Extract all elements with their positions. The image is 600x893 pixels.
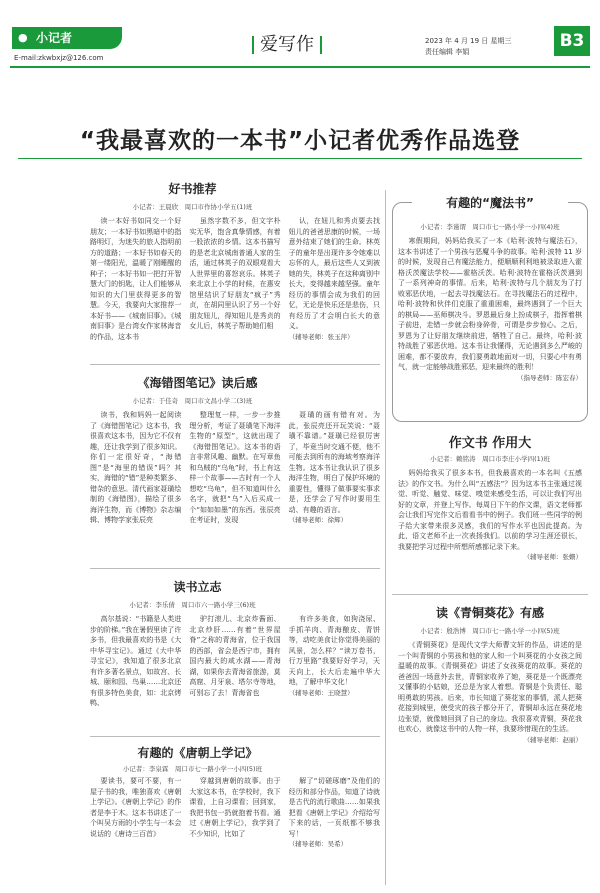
article-4-teacher: （辅导老师：吴希） — [288, 840, 348, 848]
section-title-text: 爱写作 — [260, 34, 314, 55]
issue-date: 2023 年 4 月 19 日 星期三 — [425, 37, 512, 45]
article-4-col-3 — [289, 776, 380, 886]
article-title-6: 作文书 作用大 — [448, 436, 532, 451]
article-title-7: 读《青铜葵花》有感 — [435, 606, 544, 620]
article-title-2: 《海错图笔记》读后感 — [137, 376, 258, 390]
article-title-3: 读书立志 — [173, 580, 222, 594]
article-2-col-1: 读书，我和妈妈一起阅读了《海错图笔记》这本书，我很喜欢这本书，因为它不仅有趣，还让我学到了很多知识。你们一定很好奇，“海错图”是“海里的错误”吗？其实，海错的“错”是种类繁多、错杂的意思。清代画家聂璜绘制的《海错图》，描绘了很多海洋生物，而《博物》杂志编辑、博物学家张辰亮 — [90, 411, 182, 524]
article-5-teacher: （指导老师：陈宏春） — [517, 373, 582, 382]
article-1-col-2: 虽然字数不多，但文字朴实无华，饱含真挚情感，有着一股浓浓的乡情。这本书描写的是老北京城南普通人家的生活，通过林英子的双眼观看大人世界里的喜怒哀乐。林英子来北京上小学的时候，在惠安馆里结识了好朋友“疯子”秀贞，在胡同里认识了另一个好朋友妞儿，得知妞儿是秀贞的女儿后，林英子帮助她们相 — [189, 217, 281, 330]
date-info — [425, 36, 512, 58]
article-byline-3: 小记者：李乐倩 周口市六一路小学三(6)班 — [129, 601, 256, 609]
article-body-3 — [90, 614, 380, 732]
email-address: E-mail:zkwbxjz@126.com — [14, 54, 104, 62]
article-1-teacher: （辅导老师：张玉萍） — [288, 332, 354, 341]
article-2-col-2: 整理复一样，一步一步推理分析，考证了聂璜笔下海洋生物的“原型”，这就出现了《海错图笔记》。这本书的语言非常风趣、幽默。在写章鱼和乌贼的“乌龟”时，书上有这样一个故事——古时有一个人想吃“乌龟”，但不知道叫什么名字，就把“乌”入后买成一个“如如如墨”的东西。张辰亮在考证时，发现 — [189, 411, 281, 524]
divider-right — [392, 594, 588, 595]
article-4-col-2: 穿越到唐朝的故事。由于大家这本书，在学校时，我下课看，上自习课看；回到家，我把书包一扔就抱着书看。通过《唐朝上学记》，我学到了不少知识，比如了 — [189, 777, 281, 838]
page-number-badge: B3 — [554, 26, 590, 56]
divider-1 — [90, 364, 380, 365]
article-6-text: 妈妈给我买了很多本书，但我最喜欢的一本名叫《五感法》的作文书。为什么叫“五感法”？因为这本书主张通过视觉、听觉、触觉、味觉、嗅觉来感受生活，可以让我们写出好的文章，并登上写作。每周日下午的作文课，语文老师都会让我们写完作文后看看书中的例子。我们班一些同学的例子给大家带来很多灵感，我们的写作水平也因此提高。为此，语文老师不止一次表扬我们。以前的学习生涯还很长，我要把学习过程中所想所感都记录下来。 — [398, 469, 582, 551]
article-byline-1: 小记者：王晨欣 周口市作协小学五(1)班 — [132, 203, 253, 211]
article-3-col-3-text: 有许多美食，如狗浇尿、手抓羊肉、青海酿皮、青饼等，动吃美食让你觉得美丽的风景，怎么样？“读万卷书，行万里路”我要好好学习，天天向上，长大后走遍中华大地，了解中华文化！ — [288, 615, 380, 686]
headline-rule — [18, 158, 582, 159]
article-body-4 — [90, 776, 380, 888]
article-2-teacher: （辅导老师：徐辉） — [288, 516, 348, 524]
article-title-4: 有趣的《唐朝上学记》 — [137, 746, 258, 760]
article-body-5 — [398, 236, 582, 420]
article-byline-7: 小记者：殷浩博 周口市七一路小学一小四(5)班 — [420, 627, 560, 635]
page-headline: “我最喜欢的一本书”小记者优秀作品选登 — [79, 128, 521, 154]
masthead-rule — [10, 66, 590, 68]
section-title — [246, 30, 328, 56]
article-2-col-3-text: 聂璜的画有错有对。为此，张辰亮还开玩笑说：“聂璜不靠谱。”聂璜已经很厉害了，毕竟当时交通不便，他不可能去到所有的海域考察海洋生物。这本书让我认识了很多海洋生物，明白了保护环境的重要性，懂得了做事要实事求是，还学会了写作时要用生动、有趣的语言。 — [288, 411, 380, 514]
article-byline-6: 小记者：赖铭涛 周口市李庄小学四(1)班 — [430, 455, 550, 463]
article-4-col-3-text: 解了“切磋琢磨”及他们的经历和部分作品，知道了诗就是古代的流行歌曲……如果我把看《唐朝上学记》介绍给写下来的话，一页纸都不够我写！ — [288, 777, 380, 838]
article-3-teacher: （辅导老师：王晓慧） — [288, 688, 354, 697]
section-bar-left — [252, 36, 254, 54]
column-divider — [385, 190, 386, 885]
article-6-teacher: （辅导老师：张姗） — [523, 553, 582, 561]
article-7-text: 《青铜葵花》是现代文学大师曹文轩的作品，讲述的是一个叫青铜的小男孩和他的家人和一个叫葵花的小女孩之间温暖的故事。《青铜葵花》讲述了女孩葵花的故事。葵花的爸爸因一场意外去世，青铜家收养了她，葵花是一个既漂亮又懂事的小姑娘，还总是为家人着想。青铜是个负责任、聪明勇敢的男孩。后来，市长知道了葵花家的事情，派人把葵花接到城里，使受灾的孩子都分开了，青铜却永远在葵花地边张望，就像她回到了自己的身边。我很喜欢青铜，葵花我也欢心，就像这书中的人物一样，我要珍惜现在的生活。 — [398, 641, 582, 733]
article-7-teacher: （辅导老师：赵丽） — [523, 735, 582, 744]
section-bar-right — [320, 36, 322, 54]
article-3-col-3 — [289, 614, 380, 730]
divider-3 — [90, 736, 380, 737]
article-title-5: 有趣的“魔法书” — [412, 194, 568, 211]
article-1-col-1: 读一本好书如同交一个好朋友；一本好书如黑暗中的指路明灯，为迷失的旅人指明前方的道路；一本好书如春天的第一缕阳光，温暖了刚睡醒的种子；一本好书如一把打开智慧大门的钥匙，让人们能够从知识的大门里获得更多的智慧。今天，我要向大家推荐一本好书——《城南旧事》。《城南旧事》是台湾女作家林海音的作品，这本书 — [90, 217, 182, 341]
article-title-1: 好书推荐 — [168, 182, 217, 196]
article-1-col-3-text: 认，在妞儿和秀贞要去找妞儿的爸爸思康的时候，一场意外结束了她们的生命。林英子的童年是出现许多令她难以忘怀的人，最后这些人又到被她的失，林英子在这种离别中长大，变得越来越坚强。童年经历的事情会成为我们的回忆，无论是快乐还是悲伤，只有经历了才会明白长大的意义。 — [288, 217, 380, 330]
brand-text: 小记者 — [36, 31, 73, 45]
article-3-col-2: 驴打滚儿、北京炸酱面、北京炒肝……有着“世界屋脊”之称的青海省，位于我国的西部，省会是西宁市，拥有国内最大的咸水湖——青海湖，如果你去青海省旅游，莫高窟、月牙泉、塔尔寺等地，可别忘了去！青海省也 — [189, 615, 281, 697]
article-byline-5: 小记者：李谨谓 周口市七一路小学一小四(4)班 — [420, 223, 560, 231]
divider-2 — [90, 568, 380, 569]
brand-logo — [12, 27, 122, 49]
article-body-6 — [398, 468, 582, 586]
article-3-col-1: 高尔基说：“书籍是人类进步的阶梯。”我在暑假里读了许多书，但我最喜欢的书是《大中华寻宝记》。通过《大中华寻宝记》，我知道了很多北京有许多著名景点，如故宫、长城、颐和园、鸟巢……北京还有很多特色美食，如：北京烤鸭、 — [90, 615, 182, 707]
responsible-editor: 责任编辑 李娟 — [425, 48, 470, 56]
article-byline-2: 小记者：于佳奇 周口市文昌小学二(3)班 — [132, 397, 253, 405]
article-body-7 — [398, 640, 582, 886]
article-2-col-3 — [289, 410, 380, 560]
article-4-col-1: 要读书，要可不要，有一屋子书的我，唯独喜欢《唐朝上学记》。《唐朝上学记》的作者是李于木。这本书讲述了一个叫吴方雨的小学生与一本会说话的《唐诗三百首》 — [90, 777, 182, 838]
article-body-2 — [90, 410, 380, 562]
article-byline-4: 小记者：李泉霖 周口市七一路小学一小四(5)班 — [122, 765, 263, 773]
masthead — [0, 0, 600, 80]
brand-dots-icon: ● — [18, 31, 28, 44]
article-body-1 — [90, 216, 380, 358]
article-1-col-3 — [289, 216, 380, 356]
article-5-text: 寒假期间，妈妈给我买了一本《哈利·波特与魔法石》，这本书讲述了一个男孩与恶魔斗争的故事。哈利·波特 11 岁的时候，发现自己有魔法能力，便顺顺利利地被录取进入霍格沃茨魔法学校——霍格沃茨。哈利·波特在霍格沃茨遇到了一系列神奇的事情。后来，哈利·波特与几个朋友为了打败邪恶伏地，一起去寻找魔法石。在寻找魔法石的过程中，哈利·波特和伙伴们克服了重重困难，最终遇到了一个巨大的棋局——巫师棋决斗。罗恩最后身上扮成棋子，指挥着棋子前进，走错一步就会粉身碎骨，可谓是步步惊心。之后，罗恩为了让好朋友继续前进，牺牲了自己。最终，哈利·波特战胜了邪恶伏地。这本书让我懂得，无论遇到多么严峻的困难，都不要放弃，我们要勇敢地面对一切，只要心中有勇气，就一定能够战胜邪恶，迎来最终的胜利！ — [398, 237, 582, 371]
